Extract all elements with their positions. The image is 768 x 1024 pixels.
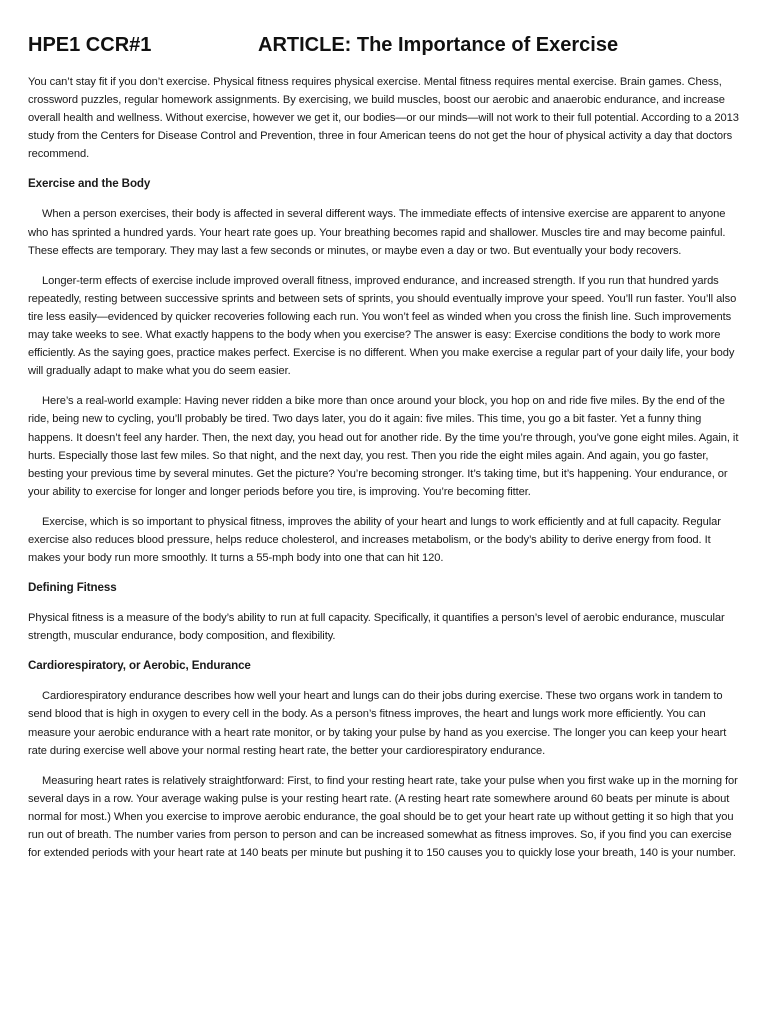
paragraph-fitness-definition: Physical fitness is a measure of the body’s ability to run at full capacity. Specifically, it quantifies a person’s level of aerobic endurance, muscular strength, muscular endurance, body composition, and flexibility. bbox=[28, 612, 725, 643]
paragraph-bike-example: Here’s a real-world example: Having never ridden a bike more than once around your block, you hop on and ride five miles. By the end of the ride, being new to cycling, you’ll probably be tired. Two days later, you do it again: five miles. This time, you go a bit faster. Yet a funny thing happens. It doesn’t feel any harder. Then, the next day, you head out for another ride. By the time you’re through, you’ve gone eight miles. Again, it hurts. Especially those last few miles. So that night, and the next day, you rest. Then you ride the eight miles again. And again, you go faster, besting your previous time by several minutes. Get the picture? You’re becoming stronger. It’s taking time, but it’s happening. Your endurance, or your ability to exercise for longer and longer periods before you tire, is improving. You’re becoming fitter. bbox=[28, 395, 739, 498]
article-title: ARTICLE: The Importance of Exercise bbox=[258, 34, 619, 56]
intro-paragraph: You can’t stay fit if you don’t exercise. Physical fitness requires physical exercise. Mental fitness requires mental exercise. Brain games. Chess, crossword puzzles, regular homework assignments. By exercising, we build muscles, boost our aerobic and anaerobic endurance, and increase overall health and wellness. Without exercise, however we get it, our bodies—or our minds—will not work to their full potential. According to a 2013 study from the Centers for Disease Control and Prevention, three in four American teens do not get the hour of physical activity a day that doctors recommend. bbox=[28, 76, 739, 161]
course-code: HPE1 CCR#1 bbox=[28, 34, 152, 56]
section-heading-exercise-and-body: Exercise and the Body bbox=[28, 177, 151, 191]
paragraph-long-term-effects: Longer-term effects of exercise include improved overall fitness, improved endurance, and increased strength. If you run that hundred yards repeatedly, resting between successive sprints and between sets of sprints, you should eventually improve your speed. You’ll run faster. You’ll also tire less easily—evidenced by quicker recoveries following each run. You won’t feel as winded when you cross the finish line. Such improvements may take weeks to see. What exactly happens to the body when you exercise? The answer is easy: Exercise conditions the body to work more efficiently. As the saying goes, practice makes perfect. Exercise is no different. When you make exercise a regular part of your daily life, your body will gradually adapt to make what you do seem easier. bbox=[28, 274, 737, 378]
paragraph-heart-lungs: Exercise, which is so important to physical fitness, improves the ability of your heart and lungs to work efficiently and at full capacity. Regular exercise also reduces blood pressure, helps reduce cholesterol, and increases metabolism, or the body’s ability to derive energy from food. It makes your body run more smoothly. It turns a 55-mph body into one that can hit 120. bbox=[28, 515, 721, 565]
paragraph-immediate-effects: When a person exercises, their body is affected in several different ways. The immediate effects of intensive exercise are apparent to anyone who has sprinted a hundred yards. Your heart rate goes up. Your breathing becomes rapid and shallower. Muscles tire and may become painful. These effects are temporary. They may last a few seconds or minutes, or maybe even a day or two. But eventually your body recovers. bbox=[28, 208, 726, 257]
paragraph-measuring-heart-rate: Measuring heart rates is relatively straightforward: First, to find your resting heart rate, take your pulse when you first wake up in the morning for several days in a row. Your average waking pulse is your resting heart rate. (A resting heart rate somewhere around 60 beats per minute is about normal for most.) When you exercise to improve aerobic endurance, the goal should be to get your heart rate up without getting it so high that you run out of breath. The number varies from person to person and can be increased somewhat as fitness improves. So, if you find you can exercise for extended periods with your heart rate at 140 beats per minute but pushing it to 150 causes you to quickly lose your breath, 140 is your number. bbox=[28, 774, 738, 860]
paragraph-cardio-endurance: Cardiorespiratory endurance describes how well your heart and lungs can do their jobs during exercise. These two organs work in tandem to send blood that is high in oxygen to every cell in the body. As a person’s fitness improves, the heart and lungs work more efficiently. You can measure your aerobic endurance with a heart rate monitor, or by taking your pulse by hand as you exercise. The longer you can keep your heart rate during exercise well above your normal resting heart rate, the better your cardiorespiratory endurance. bbox=[28, 690, 727, 757]
section-heading-aerobic-endurance: Cardiorespiratory, or Aerobic, Endurance bbox=[28, 659, 251, 673]
document-header bbox=[28, 34, 746, 57]
section-heading-defining-fitness: Defining Fitness bbox=[28, 581, 117, 595]
